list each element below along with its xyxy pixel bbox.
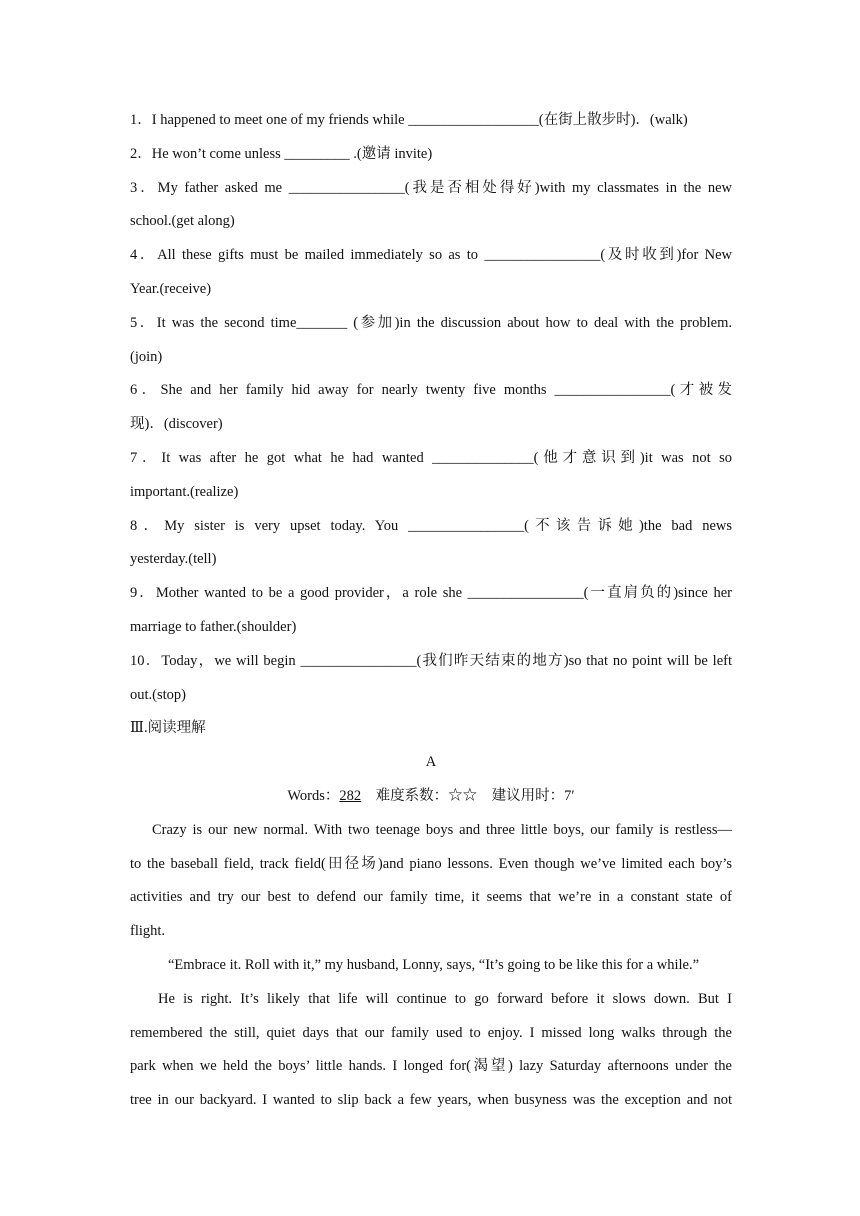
- passage-label: A: [425, 754, 437, 771]
- exercise-line: 2．He won’t come unless _________ .(邀请 invite): [130, 145, 433, 162]
- exercise-item: [130, 172, 732, 240]
- exercise-item: [130, 307, 732, 375]
- word-count: 282: [339, 787, 362, 804]
- exercise-line: 4．All these gifts must be mailed immediately so as to ________________(及时收到)for New: [130, 247, 732, 264]
- passage-line: tree in our backyard. I wanted to slip back a few years, when busyness was the exception and not: [130, 1092, 732, 1109]
- exercise-line: out.(stop): [130, 686, 186, 703]
- exercise-item: [130, 645, 732, 713]
- passage-line: activities and try our best to defend our family time, it seems that we’re in a constant state of: [130, 889, 732, 906]
- exercise-line: Year.(receive): [130, 280, 212, 297]
- exercise-line: marriage to father.(shoulder): [130, 618, 297, 635]
- passage-paragraph: [130, 949, 732, 983]
- exercise-item: [130, 577, 732, 645]
- passage-body: [130, 814, 732, 1118]
- exercise-line: 7．It was after he got what he had wanted ______________(他才意识到)it was not so: [130, 449, 732, 466]
- exercise-item: [130, 374, 732, 442]
- exercise-line: 3．My father asked me ________________(我是否相处得好)with my classmates in the new: [130, 179, 732, 196]
- exercise-line: 8．My sister is very upset today. You ________________(不该告诉她)the bad news: [130, 517, 732, 534]
- passage-paragraph: [130, 814, 732, 949]
- exercise-line: yesterday.(tell): [130, 551, 217, 568]
- exercise-line: 10．Today，we will begin ________________(我们昨天结束的地方)so that no point will be left: [130, 652, 732, 669]
- passage-line: remembered the still, quiet days that our family used to enjoy. I missed long walks through the: [130, 1024, 732, 1041]
- exercise-line: 5．It was the second time_______ (参加)in the discussion about how to deal with the problem.: [130, 314, 732, 331]
- exercise-line: 6．She and her family hid away for nearly twenty five months ________________(才被发: [130, 382, 732, 399]
- exercise-item: [130, 510, 732, 578]
- document-content: [130, 104, 732, 1118]
- passage-meta: [130, 780, 732, 814]
- exercise-item: [130, 104, 732, 138]
- exercise-line: 1．I happened to meet one of my friends while __________________(在街上散步时)．(walk): [130, 112, 688, 128]
- exercise-line: 9．Mother wanted to be a good provider，a role she ________________(一直肩负的)since her: [130, 585, 732, 602]
- exercise-line: 现)．(discover): [130, 416, 223, 433]
- passage-line: flight.: [130, 923, 166, 940]
- passage-line: “Embrace it. Roll with it,” my husband, Lonny, says, “It’s going to be like this for a while.”: [168, 956, 700, 973]
- passage-line: to the baseball field, track field(田径场)and piano lessons. Even though we’ve limited each boy’s: [130, 855, 732, 872]
- meta-suffix: 难度系数：☆☆ 建议用时：7′: [361, 787, 575, 804]
- exercise-item: [130, 239, 732, 307]
- exercise-item: [130, 138, 732, 172]
- exercise-line: important.(realize): [130, 483, 239, 500]
- exercise-line: (join): [130, 348, 163, 365]
- exercise-item: [130, 442, 732, 510]
- section-heading: Ⅲ.阅读理解: [130, 720, 206, 737]
- meta-prefix: Words：: [287, 787, 340, 804]
- passage-paragraph: [130, 983, 732, 1118]
- exercise-line: school.(get along): [130, 213, 235, 230]
- passage-line: He is right. It’s likely that life will continue to go forward before it slows down. But I: [158, 990, 732, 1007]
- passage-line: park when we held the boys’ little hands. I longed for(渴望) lazy Saturday afternoons under the: [130, 1058, 732, 1075]
- passage-line: Crazy is our new normal. With two teenage boys and three little boys, our family is restless—: [152, 821, 732, 838]
- exercise-list: [130, 104, 732, 712]
